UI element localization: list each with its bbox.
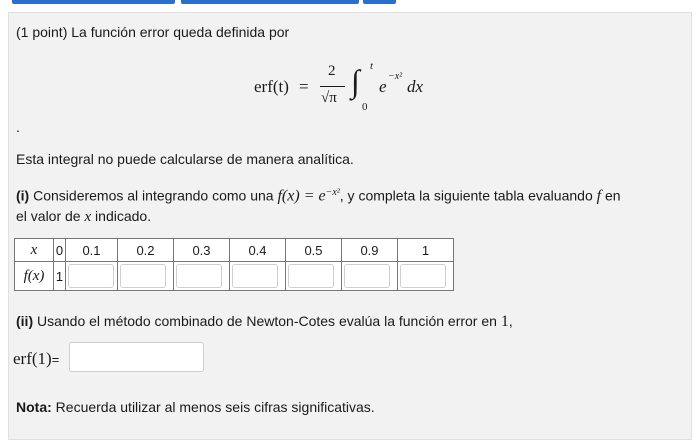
x-cell-2: 0.2 (118, 239, 174, 262)
fx-input-0-2[interactable] (120, 264, 166, 288)
part-ii-line (16, 313, 513, 331)
note-label: Nota: (16, 399, 52, 415)
x-cell-5: 0.5 (286, 239, 342, 262)
integral-sign: ∫ (351, 63, 360, 99)
part-i-label: (i) (16, 187, 30, 204)
fx-input-0-5[interactable] (288, 264, 334, 288)
analytic-sentence: Esta integral no puede calcularse de manera analítica. (16, 151, 354, 167)
fx-exponent: −x² (325, 187, 340, 198)
part-ii-label: (ii) (16, 313, 34, 329)
tab-indicator-middle (181, 0, 359, 4)
x-cell-1: 0.1 (66, 239, 118, 262)
fx-definition: f(x) = e (277, 187, 326, 205)
erf-equals: = (51, 352, 60, 367)
fx-input-0-1[interactable] (68, 264, 114, 288)
problem-card (8, 12, 692, 440)
erf-answer-label (13, 349, 59, 369)
evaluation-table (14, 238, 454, 291)
note-line (16, 399, 375, 415)
erf-label: erf(1) (13, 349, 52, 368)
f-symbol: f (596, 187, 602, 205)
part-i-text-b: , y completa la siguiente tabla evaluando (339, 187, 597, 204)
formula-lhs: erf(t) (254, 77, 289, 96)
table-row-fx (15, 262, 454, 291)
part-ii-end: , (508, 313, 513, 329)
table-header-x: x (15, 239, 54, 262)
fx-cell-4 (230, 262, 286, 291)
note-text: Recuerda utilizar al menos seis cifras significativas. (51, 399, 375, 415)
fx-input-0-3[interactable] (176, 264, 222, 288)
tab-indicator-right (363, 0, 396, 4)
formula-equals: = (299, 77, 309, 96)
part-i-line-1 (16, 187, 621, 206)
fx-input-1[interactable] (400, 264, 446, 288)
part-i-line2-a: el valor de (16, 208, 85, 224)
part-ii-text: Usando el método combinado de Newton-Cotes evalúa la función error en (33, 313, 501, 329)
fx-cell-6 (342, 262, 398, 291)
fx-cell-3 (174, 262, 230, 291)
formula-numerator: 2 (328, 63, 336, 79)
part-i-line-2 (16, 208, 151, 226)
part-i-text-c: en (601, 187, 621, 204)
part-i-text-a: Consideremos al integrando como una (29, 187, 278, 204)
fx-cell-0: 1 (54, 262, 66, 291)
fx-cell-1 (66, 262, 118, 291)
fx-input-0-4[interactable] (232, 264, 278, 288)
erf-formula (254, 60, 444, 119)
formula-denominator: √π (321, 90, 337, 106)
part-ii-value: 1 (500, 313, 509, 330)
fx-input-0-9[interactable] (344, 264, 390, 288)
part-i-line2-b: indicado. (91, 208, 152, 224)
x-cell-0: 0 (54, 239, 66, 262)
x-cell-3: 0.3 (174, 239, 230, 262)
x-cell-6: 0.9 (342, 239, 398, 262)
table-row-x (15, 239, 454, 262)
integral-upper-limit: t (370, 60, 374, 72)
fraction-line (320, 86, 345, 87)
problem-intro: (1 point) La función error queda definida por (16, 24, 290, 40)
x-cell-4: 0.4 (230, 239, 286, 262)
formula-dx: dx (407, 77, 424, 96)
tab-indicator-left (12, 0, 175, 4)
table-header-fx: f(x) (15, 262, 54, 291)
erf-answer-input[interactable] (69, 342, 204, 372)
x-symbol: x (84, 209, 92, 225)
fx-cell-7 (398, 262, 454, 291)
integrand-base: e (379, 77, 387, 96)
fx-cell-5 (286, 262, 342, 291)
formula-period: . (16, 119, 20, 135)
x-cell-7: 1 (398, 239, 454, 262)
integrand-exponent: −x² (388, 71, 403, 82)
fx-cell-2 (118, 262, 174, 291)
integral-lower-limit: 0 (362, 101, 368, 113)
